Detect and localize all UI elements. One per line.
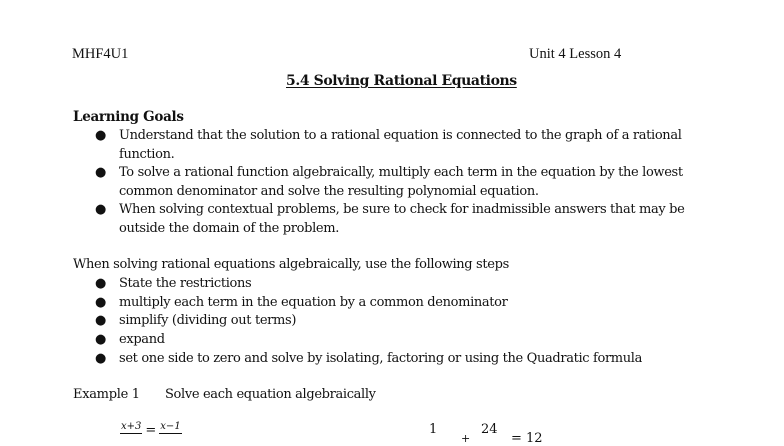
bullet-icon: ● <box>95 202 106 217</box>
page-title: 5.4 Solving Rational Equations <box>286 73 517 89</box>
list-item: ● simplify (dividing out terms) <box>73 312 733 331</box>
equation-b-rhs: = 12 <box>511 431 543 446</box>
list-item: ● When solving contextual problems, be sure to check for inadmissible answers that may be outside the domain of the problem. <box>95 202 685 236</box>
fraction-lhs <box>120 421 142 434</box>
list-item: ● set one side to zero and solve by isolating, factoring or using the Quadratic formula <box>73 350 733 369</box>
example-label: Example 1 <box>73 387 140 402</box>
learning-goals-list <box>73 127 733 238</box>
steps-list <box>73 275 733 369</box>
equals-sign: = <box>145 423 157 438</box>
unit-lesson: Unit 4 Lesson 4 <box>529 46 622 62</box>
equation-a <box>120 421 182 438</box>
bullet-icon: ● <box>95 332 106 348</box>
list-item: ● To solve a rational function algebraically, multiply each term in the equation by the lowest common denominator and solve the resulting polynomial equation. <box>95 165 683 199</box>
fraction-rhs <box>159 421 181 434</box>
steps-intro: When solving rational equations algebraically, use the following steps <box>73 257 509 272</box>
equation-b-plus: + <box>461 432 471 445</box>
bullet-icon: ● <box>95 128 106 143</box>
bullet-icon: ● <box>95 165 106 180</box>
bullet-icon: ● <box>95 350 106 366</box>
list-item: ● State the restrictions <box>73 275 733 294</box>
list-item: ● expand <box>73 331 733 350</box>
equation-b-numerator-1: 1 <box>429 422 438 437</box>
list-item: ● Understand that the solution to a rational equation is connected to the graph of a rational function. <box>95 128 682 162</box>
fraction-numerator: x−1 <box>160 421 181 432</box>
list-item: ● multiply each term in the equation by a common denominator <box>73 294 733 313</box>
equation-b-numerator-2: 24 <box>481 422 498 437</box>
course-code: MHF4U1 <box>72 46 129 62</box>
bullet-icon: ● <box>95 294 106 310</box>
bullet-icon: ● <box>95 313 106 329</box>
bullet-icon: ● <box>95 276 106 291</box>
example-instruction: Solve each equation algebraically <box>165 387 376 402</box>
learning-goals-heading: Learning Goals <box>73 109 184 125</box>
fraction-numerator: x+3 <box>121 421 142 432</box>
